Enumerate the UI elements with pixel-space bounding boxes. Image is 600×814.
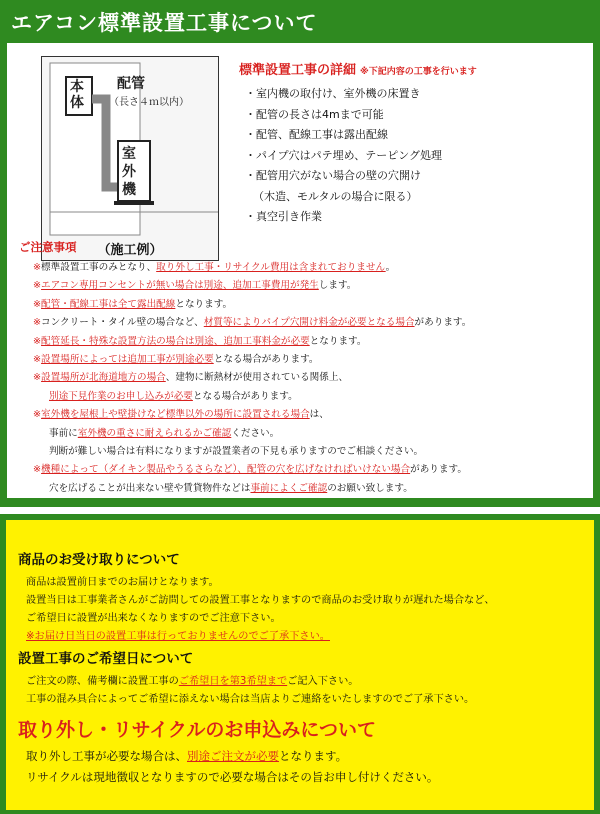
caution-post: があります。 <box>414 317 472 329</box>
delivery-panel <box>0 514 600 814</box>
caution-item <box>19 369 589 387</box>
date-line-1-pre: ご注文の際、備考欄に設置工事の <box>26 676 179 687</box>
caution-item <box>19 277 589 295</box>
details-item: （木造、モルタルの場合に限る） <box>253 189 418 203</box>
caution-item <box>19 259 589 277</box>
caution-red: 配管・配線工事は全て露出配線 <box>41 298 176 310</box>
recycle-line-1 <box>18 746 588 767</box>
details-item: ・配管の長さは4mまで可能 <box>245 107 384 121</box>
delivery-content <box>6 520 594 810</box>
caution-post: となる場合があります。 <box>213 354 319 366</box>
recycle-heading: 取り外し・リサイクルのお申込みについて <box>18 719 376 741</box>
caution-mark: ※ <box>33 317 42 329</box>
caution-item <box>19 388 589 406</box>
caution-post: 、建物に断熱材が使用されている関係上、 <box>165 372 349 384</box>
caution-post: 。 <box>385 262 396 273</box>
caution-red: 機種によって（ダイキン製品やうるさらなど）、配管の穴を広げなければいけない場合 <box>41 464 411 476</box>
installation-title: エアコン標準設置工事について <box>11 11 318 35</box>
details-list <box>239 84 589 228</box>
details-item: ・配管、配線工事は露出配線 <box>245 128 388 141</box>
caution-red: 事前によくご確認 <box>250 482 328 494</box>
caution-mark: ※ <box>33 298 42 310</box>
pipe-length-label: （長さ４ｍ以内） <box>109 97 189 108</box>
caution-mark: ※ <box>33 262 42 273</box>
caution-red: 取り外し工事・リサイクル費用は含まれておりません <box>156 262 386 273</box>
caution-pre: 標準設置工事のみとなり、 <box>41 262 157 273</box>
receive-section <box>18 548 588 646</box>
date-line-1 <box>18 673 588 691</box>
caution-item <box>19 425 589 443</box>
pipe-label: 配管 <box>117 76 145 92</box>
details-heading-text: 標準設置工事の詳細 <box>239 63 357 78</box>
example-caption: （施工例） <box>97 243 163 258</box>
caution-item <box>19 443 589 461</box>
installation-content <box>7 43 593 498</box>
caution-mark: ※ <box>33 409 42 421</box>
indoor-unit-label: 本体 <box>70 79 84 111</box>
caution-post: となります。 <box>309 335 367 347</box>
standard-work-details <box>239 59 589 228</box>
caution-item <box>19 351 589 369</box>
date-line-1-highlight: ご希望日を第3希望まで <box>178 676 288 687</box>
receive-heading: 商品のお受け取りについて <box>18 552 180 568</box>
caution-mark: ※ <box>33 354 42 366</box>
caution-red: 設置場所によっては追加工事が別途必要 <box>41 354 214 366</box>
receive-lines <box>18 574 588 628</box>
installation-diagram <box>41 56 219 261</box>
receive-line: ご希望日に設置が出来なくなりますのでご注意下さい。 <box>26 613 281 624</box>
caution-red: 別途下見作業のお申し込みが必要 <box>49 390 193 402</box>
caution-item <box>19 480 589 498</box>
caution-mark: ※ <box>33 464 42 476</box>
caution-post: となります。 <box>175 298 233 310</box>
caution-mark: ※ <box>33 335 42 347</box>
date-line-1-post: ご記入下さい。 <box>287 676 359 687</box>
caution-post: のお願い致します。 <box>327 482 413 494</box>
caution-pre: 事前に <box>49 427 78 439</box>
details-item: ・配管用穴がない場合の壁の穴開け <box>245 169 421 182</box>
date-section <box>18 647 588 709</box>
date-heading: 設置工事のご希望日について <box>18 651 194 667</box>
details-item: ・真空引き作業 <box>245 210 322 223</box>
receive-warning <box>18 628 588 646</box>
date-line-2: 工事の混み具合によってご希望に添えない場合は当店よりご連絡をいたしますのでご了承下さい。 <box>26 694 475 705</box>
caution-pre: 穴を広げることが出来ない壁や賃貸物件などは <box>49 482 251 494</box>
details-heading <box>239 59 589 78</box>
caution-red: 室外機の重さに耐えられるかご確認 <box>77 427 232 439</box>
recycle-line-1-post: となります。 <box>279 749 348 763</box>
recycle-line-1-highlight: 別途ご注文が必要 <box>187 749 279 763</box>
caution-list <box>19 259 589 498</box>
caution-red: 室外機を屋根上や壁掛けなど標準以外の場所に設置される場合 <box>41 409 310 421</box>
recycle-line-2: リサイクルは現地徴収となりますので必要な場合はその旨お申し付けください。 <box>26 770 439 784</box>
caution-post: ください。 <box>231 427 280 439</box>
caution-section <box>19 239 589 498</box>
caution-item <box>19 406 589 424</box>
caution-red: 設置場所が北海道地方の場合 <box>41 372 166 384</box>
receive-line: 商品は設置前日までのお届けとなります。 <box>26 577 219 588</box>
details-item: ・パイプ穴はパテ埋め、テーピング処理 <box>245 148 443 162</box>
receive-warning-text: ※お届け日当日の設置工事は行っておりませんのでご了承下さい。 <box>26 631 330 642</box>
details-subheading: ※下記内容の工事を行います <box>360 67 477 77</box>
caution-post: があります。 <box>410 464 467 476</box>
caution-item <box>19 461 589 479</box>
caution-item <box>19 296 589 314</box>
caution-heading: ご注意事項 <box>19 240 77 254</box>
caution-post: します。 <box>318 280 357 292</box>
caution-red: エアコン専用コンセントが無い場合は別途、追加工事費用が発生 <box>41 280 319 292</box>
caution-item <box>19 333 589 351</box>
caution-pre: コンクリート・タイル壁の場合など、 <box>41 317 204 329</box>
recycle-section <box>18 715 588 788</box>
recycle-line-1-pre: 取り外し工事が必要な場合は、 <box>26 749 187 763</box>
outdoor-unit-label: 室外機 <box>122 146 136 198</box>
caution-red: 配管延長・特殊な設置方法の場合は別途、追加工事料金が必要 <box>41 335 310 347</box>
caution-mark: ※ <box>33 280 42 292</box>
caution-mark: ※ <box>33 372 42 384</box>
details-item: ・室内機の取付け、室外機の床置き <box>245 87 421 100</box>
caution-red: 材質等によりパイプ穴開け料金が必要となる場合 <box>203 317 415 329</box>
caution-pre: 判断が難しい場合は有料になりますが設置業者の下見も承りますのでご相談ください。 <box>49 446 424 458</box>
caution-post: は、 <box>309 409 329 421</box>
caution-post: となる場合があります。 <box>192 390 298 402</box>
receive-line: 設置当日は工事業者さんがご訪問しての設置工事となりますので商品のお受け取りが遅れた場合など、 <box>26 595 495 606</box>
caution-item <box>19 314 589 332</box>
